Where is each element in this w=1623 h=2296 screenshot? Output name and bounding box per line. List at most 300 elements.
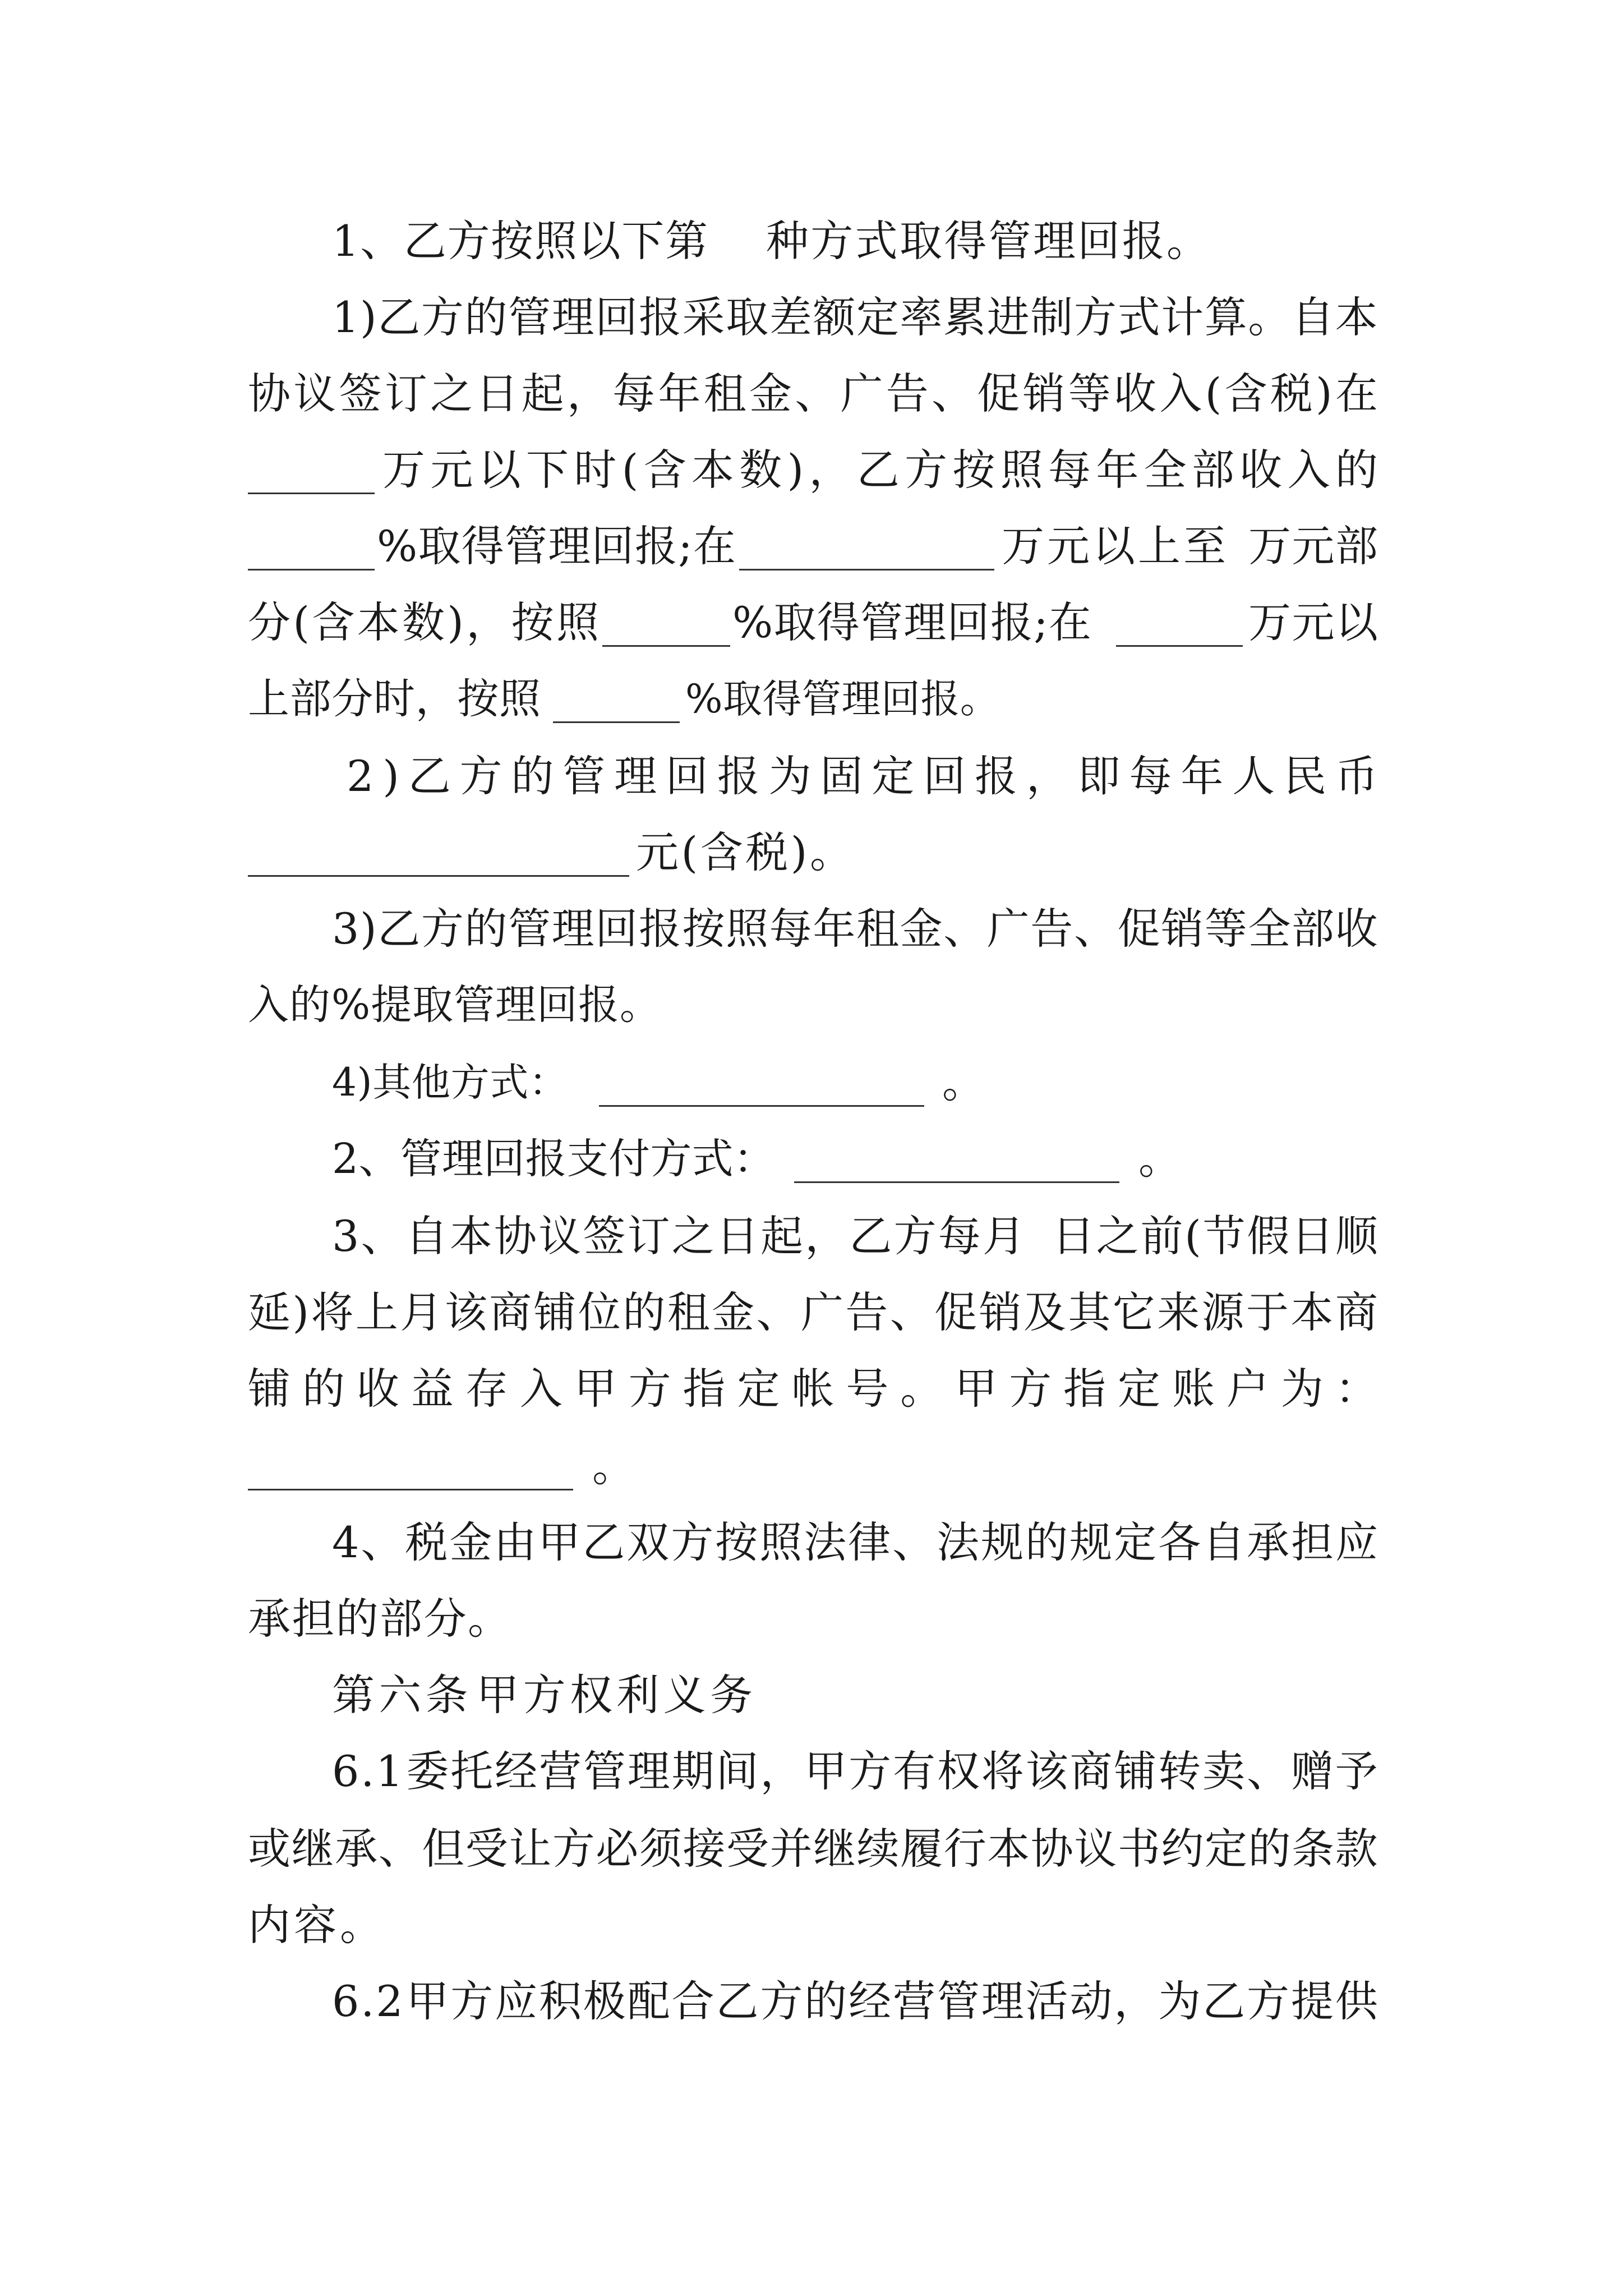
glyph: 含 (1224, 369, 1267, 418)
glyph: 前 (1140, 1211, 1183, 1261)
glyph: 乙 (403, 216, 446, 266)
glyph: 方 (447, 216, 490, 266)
glyph: ( (1205, 369, 1222, 418)
glyph: 其 (1068, 1287, 1111, 1337)
glyph: 报 (990, 597, 1033, 647)
glyph: 定 (1118, 1364, 1160, 1414)
glyph: 报 (578, 981, 619, 1029)
text-segment (248, 585, 599, 661)
glyph: 时 (574, 445, 617, 495)
glyph: 受 (465, 1824, 508, 1874)
glyph: 应 (1335, 1517, 1378, 1567)
glyph: 方 (1009, 1364, 1052, 1414)
glyph: 税 (1270, 369, 1313, 418)
glyph: 供 (1335, 1976, 1378, 2026)
glyph: 履 (900, 1824, 943, 1874)
glyph: 之 (671, 1211, 714, 1261)
text-segment (942, 1045, 985, 1121)
glyph: 约 (1161, 1824, 1204, 1874)
glyph: 民 (1284, 751, 1327, 801)
fill-in-blank (602, 645, 730, 647)
glyph: 告 (1030, 904, 1073, 954)
glyph: 假 (1247, 1211, 1290, 1261)
glyph: 采 (682, 292, 725, 342)
glyph: 广 (986, 904, 1030, 954)
glyph: 年 (658, 369, 701, 418)
paragraph-line (0, 1733, 1623, 1810)
fill-in-blank (599, 1105, 924, 1107)
glyph: 回 (595, 292, 638, 342)
glyph: 取 (899, 216, 942, 266)
glyph: 广 (800, 1287, 843, 1337)
glyph: 税 (745, 827, 789, 877)
glyph: 自 (1292, 292, 1335, 342)
glyph: 户 (1226, 1364, 1269, 1414)
glyph: 报 (638, 904, 681, 954)
glyph: 管 (508, 904, 551, 954)
glyph: 管 (562, 751, 606, 801)
glyph: 乙 (377, 292, 421, 342)
glyph: 金 (749, 369, 792, 418)
glyph: 理 (903, 597, 947, 647)
glyph: 甲 (955, 1364, 998, 1414)
glyph: 以 (1092, 521, 1135, 571)
glyph: 金 (900, 904, 943, 954)
glyph: 元 (430, 445, 473, 495)
glyph: ) (1316, 369, 1332, 418)
glyph: 得 (817, 597, 860, 647)
glyph: 告 (845, 1287, 888, 1337)
paragraph-line (0, 815, 1623, 891)
glyph: 、 (756, 1287, 799, 1337)
text-segment (766, 203, 1209, 279)
glyph: 6 (332, 1746, 359, 1796)
glyph: 收 (1114, 369, 1157, 418)
glyph: ) (790, 827, 808, 877)
glyph: 动 (1069, 1976, 1113, 2026)
glyph: 报 (717, 751, 760, 801)
glyph: 部 (289, 675, 331, 723)
glyph: . (361, 1746, 375, 1796)
glyph: 本 (987, 1824, 1030, 1874)
glyph: 第 (332, 1670, 375, 1720)
glyph: 在 (693, 521, 736, 571)
glyph: 促 (934, 1287, 978, 1337)
glyph: 每 (1129, 751, 1172, 801)
glyph: 书 (1117, 1824, 1160, 1874)
glyph: 按 (715, 1517, 758, 1567)
glyph: 付 (608, 1135, 651, 1183)
glyph: 、 (361, 1211, 404, 1261)
glyph: 行 (943, 1824, 986, 1874)
paragraph-line (0, 1581, 1623, 1657)
glyph: 以 (478, 445, 521, 495)
glyph: 万 (382, 445, 425, 495)
glyph: 每 (769, 904, 812, 954)
glyph: 由 (494, 1517, 537, 1567)
glyph: 条 (1292, 1824, 1335, 1874)
glyph: 。 (592, 1441, 635, 1491)
glyph: ) (382, 751, 399, 801)
glyph: 本 (1335, 292, 1378, 342)
glyph: 差 (769, 292, 812, 342)
glyph: 回 (1077, 216, 1121, 266)
glyph: 理 (441, 1135, 483, 1183)
text-segment (347, 738, 1378, 815)
glyph: 式 (490, 1060, 529, 1105)
glyph: 理 (495, 981, 537, 1029)
glyph: 方 (671, 1517, 714, 1567)
glyph: 日 (1052, 1211, 1095, 1261)
glyph: 、 (378, 1824, 421, 1874)
glyph: 接 (683, 1824, 726, 1874)
glyph: 规 (981, 1517, 1024, 1567)
glyph: 乙 (582, 1517, 625, 1567)
glyph: 部 (380, 1594, 423, 1644)
glyph: ， (1026, 751, 1069, 801)
glyph: 币 (1335, 751, 1378, 801)
glyph: 月 (400, 1287, 443, 1337)
glyph: 营 (539, 1746, 582, 1796)
text-segment (332, 1198, 1025, 1274)
glyph: 4 (332, 1517, 359, 1567)
glyph: 按 (511, 597, 554, 647)
glyph: 2 (332, 1135, 359, 1183)
glyph: 它 (1112, 1287, 1155, 1337)
glyph: 的 (1335, 445, 1378, 495)
glyph: 卖 (1202, 1746, 1246, 1796)
text-segment (332, 1733, 1378, 1810)
glyph: 活 (1025, 1976, 1068, 2026)
glyph: 2 (376, 1976, 403, 2026)
glyph: 。 (960, 676, 999, 722)
glyph: 受 (726, 1824, 769, 1874)
glyph: 规 (1069, 1517, 1113, 1567)
glyph: 照 (499, 675, 541, 723)
paragraph-line (0, 1963, 1623, 2040)
glyph: 理 (551, 292, 594, 342)
glyph: 按 (491, 216, 534, 266)
glyph: 。 (942, 1057, 985, 1107)
glyph: 第 (665, 216, 708, 266)
glyph: ： (733, 1135, 775, 1183)
glyph: ) (787, 445, 804, 495)
glyph: 商 (1069, 1746, 1113, 1796)
glyph: 累 (943, 292, 986, 342)
glyph: 续 (856, 1824, 900, 1874)
glyph: 方 (893, 1211, 937, 1261)
glyph: 乙 (716, 1976, 759, 2026)
glyph: 双 (626, 1517, 670, 1567)
glyph: ， (466, 597, 509, 647)
glyph: 1 (332, 292, 359, 342)
glyph: 赠 (1290, 1746, 1334, 1796)
text-segment (382, 432, 1378, 508)
text-segment (377, 508, 736, 585)
glyph: 方 (849, 1746, 892, 1796)
glyph: 含 (312, 597, 355, 647)
glyph: 即 (1077, 751, 1121, 801)
text-segment (1248, 508, 1378, 585)
glyph: 元 (1292, 597, 1335, 647)
glyph: 式 (855, 216, 898, 266)
glyph: ， (760, 1746, 803, 1796)
glyph: 权 (569, 1670, 612, 1720)
glyph: 理 (548, 521, 591, 571)
glyph: 起 (521, 369, 564, 418)
text-segment (248, 356, 1378, 432)
glyph: 日 (1291, 1211, 1334, 1261)
glyph: 定 (1114, 1517, 1157, 1567)
paragraph-line (0, 1504, 1623, 1581)
glyph: 取 (412, 981, 454, 1029)
glyph: 人 (1232, 751, 1275, 801)
glyph: 继 (291, 1824, 334, 1874)
glyph: 部 (1335, 521, 1378, 571)
glyph: 极 (583, 1976, 626, 2026)
glyph: 报 (974, 751, 1017, 801)
glyph: 理 (1032, 216, 1076, 266)
glyph: 本 (449, 1211, 492, 1261)
glyph: 含 (700, 827, 743, 877)
glyph: 订 (384, 369, 427, 418)
glyph: 每 (938, 1211, 981, 1261)
glyph: 延 (248, 1287, 291, 1337)
glyph: 担 (292, 1594, 335, 1644)
glyph: 自 (1202, 1517, 1246, 1567)
glyph: 以 (1335, 597, 1378, 647)
glyph: 以 (578, 216, 621, 266)
glyph: 等 (1068, 369, 1111, 418)
glyph: 于 (1246, 1287, 1289, 1337)
glyph: 应 (495, 1976, 538, 2026)
glyph: 回 (483, 1135, 525, 1183)
glyph: 、 (892, 1517, 935, 1567)
glyph: 他 (411, 1060, 450, 1105)
glyph: 的 (302, 1364, 345, 1414)
glyph: 入 (248, 981, 289, 1029)
glyph: 收 (1239, 445, 1283, 495)
text-segment (332, 1121, 775, 1197)
glyph: 转 (1158, 1746, 1201, 1796)
glyph: ， (809, 445, 852, 495)
glyph: 。 (467, 1594, 510, 1644)
text-segment (1052, 1198, 1378, 1274)
glyph: 上 (355, 1287, 398, 1337)
glyph: 。 (619, 981, 661, 1029)
glyph: 固 (820, 751, 863, 801)
glyph: 每 (1048, 445, 1091, 495)
paragraph-line (0, 585, 1623, 661)
glyph: 租 (703, 369, 746, 418)
glyph: 分 (423, 1594, 467, 1644)
glyph: 益 (411, 1364, 454, 1414)
glyph: 取 (773, 597, 817, 647)
glyph: 其 (372, 1060, 412, 1105)
glyph: 方 (421, 292, 464, 342)
glyph: 回 (595, 904, 638, 954)
paragraph-line (0, 1887, 1623, 1963)
glyph: 方 (421, 904, 464, 954)
text-segment (732, 585, 1091, 661)
glyph: 将 (311, 1287, 354, 1337)
glyph: 在 (1048, 597, 1091, 647)
glyph: 照 (759, 1517, 803, 1567)
text-segment (248, 1811, 1378, 1887)
glyph: 管 (860, 597, 903, 647)
paragraph-line (0, 1351, 1623, 1427)
glyph: ， (805, 1211, 848, 1261)
glyph: 数 (402, 597, 445, 647)
glyph: 该 (444, 1287, 487, 1337)
glyph: 定 (737, 1364, 780, 1414)
glyph: 方 (650, 1135, 692, 1183)
glyph: 乙 (849, 1211, 892, 1261)
glyph: 金 (449, 1517, 492, 1567)
glyph: 承 (248, 1594, 291, 1644)
glyph: 取 (418, 521, 461, 571)
glyph: % (685, 676, 723, 722)
glyph: 。 (340, 1900, 382, 1950)
text-segment (332, 1045, 568, 1121)
glyph: 照 (556, 597, 599, 647)
glyph: 六 (379, 1670, 422, 1720)
glyph: 担 (1291, 1517, 1334, 1567)
glyph: 、 (795, 369, 838, 418)
glyph: 计 (1161, 292, 1204, 342)
text-segment (248, 1581, 510, 1657)
glyph: 甲 (406, 1976, 449, 2026)
text-segment (636, 815, 852, 891)
glyph: 。 (900, 1364, 943, 1414)
glyph: 年 (813, 904, 856, 954)
glyph: 起 (760, 1211, 804, 1261)
glyph: 每 (612, 369, 656, 418)
glyph: 方 (459, 751, 502, 801)
glyph: 3 (332, 904, 359, 954)
glyph: 协 (1030, 1824, 1073, 1874)
glyph: ， (566, 369, 610, 418)
glyph: 取 (726, 292, 769, 342)
glyph: 管 (400, 1135, 442, 1183)
glyph: 方 (810, 216, 854, 266)
glyph: 等 (1204, 904, 1247, 954)
glyph: 6 (332, 1976, 359, 2026)
glyph: ) (292, 1287, 310, 1337)
fill-in-blank (1116, 645, 1243, 647)
glyph: 分 (248, 597, 291, 647)
glyph: ; (1034, 597, 1048, 647)
glyph: 铺 (533, 1287, 577, 1337)
glyph: 铺 (248, 1364, 291, 1414)
glyph: ; (678, 521, 693, 571)
glyph: 管 (508, 292, 551, 342)
glyph: 委 (406, 1746, 449, 1796)
glyph: 管 (454, 981, 495, 1029)
glyph: 租 (856, 904, 899, 954)
glyph: 位 (578, 1287, 621, 1337)
glyph: 制 (1030, 292, 1073, 342)
text-segment (332, 891, 1378, 967)
glyph: 甲 (538, 1517, 581, 1567)
glyph: 回 (537, 981, 578, 1029)
glyph: 继 (813, 1824, 856, 1874)
glyph: 的 (1248, 1824, 1291, 1874)
glyph: 元 (1292, 521, 1335, 571)
glyph: 算 (1204, 292, 1247, 342)
paragraph-line (0, 1274, 1623, 1351)
glyph: 率 (900, 292, 943, 342)
glyph: 方 (450, 1976, 494, 2026)
glyph: 本 (357, 597, 400, 647)
glyph: 利 (616, 1670, 660, 1720)
glyph: 日 (716, 1211, 759, 1261)
glyph: ) (359, 292, 377, 342)
paragraph-line (0, 1198, 1623, 1274)
text-segment (1138, 1121, 1181, 1197)
glyph: 广 (840, 369, 883, 418)
glyph: 指 (1063, 1364, 1106, 1414)
glyph: 报 (920, 676, 960, 722)
glyph: 按 (457, 675, 499, 723)
glyph: ) (359, 904, 377, 954)
glyph: 律 (848, 1517, 891, 1567)
glyph: ， (1114, 1976, 1157, 2026)
glyph: 营 (893, 1976, 936, 2026)
glyph: 租 (667, 1287, 710, 1337)
fill-in-blank (248, 1489, 573, 1490)
glyph: ： (1335, 1364, 1378, 1414)
glyph: 方 (552, 1824, 595, 1874)
glyph: 按 (952, 445, 995, 495)
glyph: 下 (621, 216, 665, 266)
glyph: 、 (889, 1287, 933, 1337)
glyph: 的 (289, 981, 330, 1029)
glyph: 甲 (804, 1746, 847, 1796)
fill-in-blank (248, 569, 375, 570)
glyph: 元 (1047, 521, 1090, 571)
glyph: ， (415, 675, 457, 723)
section-heading (0, 1657, 1623, 1733)
glyph: 方 (760, 1976, 803, 2026)
glyph: 1 (332, 216, 359, 266)
glyph: 内 (248, 1900, 291, 1950)
glyph: 乙 (377, 904, 421, 954)
text-segment (1002, 508, 1226, 585)
fill-in-blank (248, 875, 629, 877)
glyph: 式 (691, 1135, 734, 1183)
fill-in-blank (794, 1181, 1119, 1183)
glyph: 上 (248, 675, 289, 723)
glyph: 、 (361, 1517, 404, 1567)
paragraph-line (0, 432, 1623, 508)
glyph: 照 (726, 904, 769, 954)
glyph: 签 (583, 1211, 626, 1261)
glyph: 甲 (574, 1364, 617, 1414)
text-segment (1248, 585, 1378, 661)
glyph: 全 (1248, 904, 1291, 954)
paragraph-line (0, 661, 1623, 737)
glyph: 铺 (1114, 1746, 1157, 1796)
glyph: 部 (1191, 445, 1234, 495)
glyph: 销 (1161, 904, 1204, 954)
glyph: 理 (981, 1976, 1024, 2026)
glyph: 得 (944, 216, 987, 266)
glyph: 或 (248, 1824, 291, 1874)
glyph: 年 (1096, 445, 1139, 495)
paragraph-line (0, 508, 1623, 585)
paragraph-line (0, 967, 1623, 1043)
